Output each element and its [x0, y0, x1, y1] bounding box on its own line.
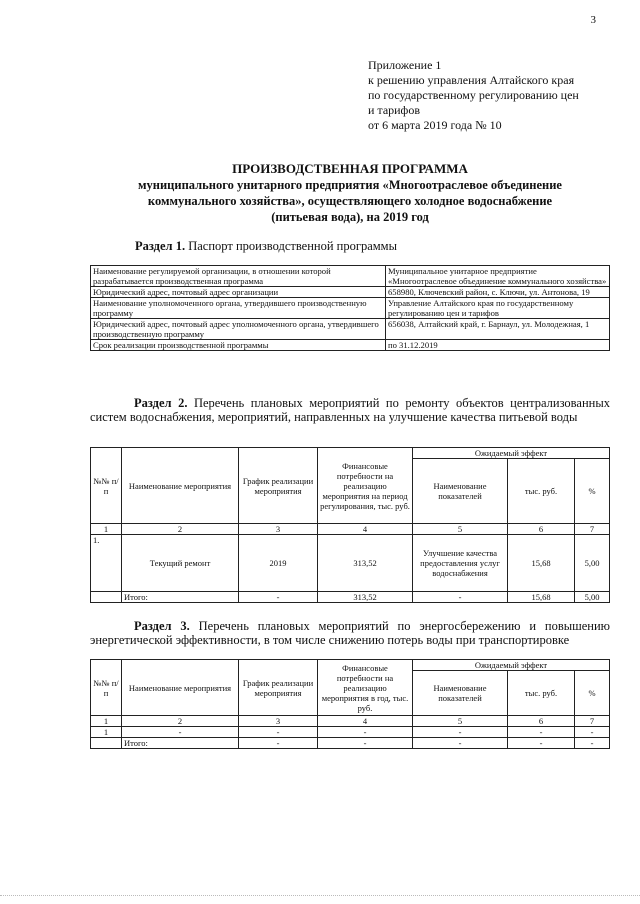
col-header-indicator: Наименование показателей	[413, 459, 508, 524]
row-num	[91, 592, 122, 603]
table-header-row	[91, 448, 610, 459]
total-indicator: -	[413, 592, 508, 603]
total-thousand: 15,68	[508, 592, 575, 603]
total-label: Итого:	[122, 738, 239, 749]
col-number: 4	[318, 524, 413, 535]
col-number: 7	[575, 524, 610, 535]
col-header-effect: Ожидаемый эффект	[413, 660, 610, 671]
row-thousand: 15,68	[508, 535, 575, 592]
passport-value: 658980, Ключевский район, с. Ключи, ул. Антонова, 19	[386, 287, 610, 298]
col-header-effect: Ожидаемый эффект	[413, 448, 610, 459]
section3-heading	[90, 619, 610, 647]
section3-text: Перечень плановых мероприятий по энергосбережению и повышению энергетической эффективности, в том числе снижению потерь воды при транспортировке	[90, 619, 611, 647]
passport-label: Наименование регулируемой организации, в отношении которой разрабатывается производственная программа	[91, 266, 386, 287]
passport-table	[90, 265, 610, 351]
appendix-line: от 6 марта 2019 года № 10	[368, 118, 502, 132]
table-row	[91, 727, 610, 738]
table-row	[91, 266, 610, 287]
passport-value: 656038, Алтайский край, г. Барнаул, ул. Молодежная, 1	[386, 319, 610, 340]
total-thousand: -	[508, 738, 575, 749]
row-finance: -	[318, 727, 413, 738]
section2-text: Перечень плановых мероприятий по ремонту объектов централизованных систем водоснабжения, мероприятий, направленных на улучшение качества питьевой воды	[90, 396, 610, 424]
row-num: 1	[91, 727, 122, 738]
total-row	[91, 738, 610, 749]
row-percent: 5,00	[575, 535, 610, 592]
passport-value: Управление Алтайского края по государственному регулированию цен и тарифов	[386, 298, 610, 319]
row-num: 1.	[91, 535, 122, 592]
section1-heading	[135, 239, 397, 254]
title-line: коммунального хозяйства», осуществляющего холодное водоснабжение	[147, 194, 553, 208]
row-indicator: Улучшение качества предоставления услуг водоснабжения	[413, 535, 508, 592]
section1-label: Раздел 1.	[135, 239, 186, 253]
table-row	[91, 716, 610, 727]
page-bottom-divider	[0, 895, 640, 896]
section3-table	[90, 659, 610, 749]
table-header-row	[91, 660, 610, 671]
row-finance: 313,52	[318, 535, 413, 592]
passport-label: Юридический адрес, почтовый адрес уполномоченного органа, утвердившего производственную программу	[91, 319, 386, 340]
passport-label: Наименование уполномоченного органа, утвердившего производственную программу	[91, 298, 386, 319]
passport-value: Муниципальное унитарное предприятие «Многоотраслевое объединение коммунального хозяйства»	[386, 266, 610, 287]
col-number: 4	[318, 716, 413, 727]
table-row	[91, 298, 610, 319]
total-schedule: -	[239, 592, 318, 603]
passport-label: Срок реализации производственной программы	[91, 340, 386, 351]
col-header-schedule: График реализации мероприятия	[239, 448, 318, 524]
row-num	[91, 738, 122, 749]
col-header-num: №№ п/п	[91, 448, 122, 524]
section2-heading	[90, 396, 610, 424]
table-row	[91, 340, 610, 351]
page-number: 3	[590, 14, 596, 26]
total-finance: -	[318, 738, 413, 749]
row-percent: -	[575, 727, 610, 738]
col-number: 3	[239, 524, 318, 535]
col-number: 2	[122, 716, 239, 727]
col-number: 1	[91, 524, 122, 535]
total-percent: 5,00	[575, 592, 610, 603]
col-header-percent: %	[575, 671, 610, 716]
title-line: муниципального унитарного предприятия «Многоотраслевое объединение	[138, 178, 562, 192]
title-line: (питьевая вода), на 2019 год	[271, 210, 429, 224]
row-name: Текущий ремонт	[122, 535, 239, 592]
total-schedule: -	[239, 738, 318, 749]
row-indicator: -	[413, 727, 508, 738]
row-name: -	[122, 727, 239, 738]
col-header-name: Наименование мероприятия	[122, 660, 239, 716]
total-percent: -	[575, 738, 610, 749]
col-number: 6	[508, 716, 575, 727]
col-number: 5	[413, 524, 508, 535]
col-header-thousand: тыс. руб.	[508, 459, 575, 524]
col-header-percent: %	[575, 459, 610, 524]
col-header-indicator: Наименование показателей	[413, 671, 508, 716]
section3-label: Раздел 3.	[134, 619, 190, 633]
appendix-line: Приложение 1	[368, 58, 442, 72]
col-number: 5	[413, 716, 508, 727]
table-row	[91, 524, 610, 535]
row-schedule: -	[239, 727, 318, 738]
col-number: 3	[239, 716, 318, 727]
row-thousand: -	[508, 727, 575, 738]
total-finance: 313,52	[318, 592, 413, 603]
appendix-block	[368, 58, 608, 133]
row-schedule: 2019	[239, 535, 318, 592]
total-label: Итого:	[122, 592, 239, 603]
passport-value: по 31.12.2019	[386, 340, 610, 351]
col-header-num: №№ п/п	[91, 660, 122, 716]
title-main: ПРОИЗВОДСТВЕННАЯ ПРОГРАММА	[232, 161, 468, 176]
document-title	[90, 161, 610, 225]
col-header-finance: Финансовые потребности на реализацию мероприятия в год, тыс. руб.	[318, 660, 413, 716]
col-header-finance: Финансовые потребности на реализацию мероприятия на период регулирования, тыс. руб.	[318, 448, 413, 524]
total-indicator: -	[413, 738, 508, 749]
section1-text: Паспорт производственной программы	[188, 239, 397, 253]
section2-table	[90, 447, 610, 603]
col-number: 7	[575, 716, 610, 727]
appendix-line: по государственному регулированию цен	[368, 88, 579, 102]
passport-label: Юридический адрес, почтовый адрес организации	[91, 287, 386, 298]
table-row	[91, 535, 610, 592]
total-row	[91, 592, 610, 603]
table-row	[91, 319, 610, 340]
col-number: 2	[122, 524, 239, 535]
appendix-line: и тарифов	[368, 103, 421, 117]
col-header-thousand: тыс. руб.	[508, 671, 575, 716]
appendix-line: к решению управления Алтайского края	[368, 73, 575, 87]
col-number: 1	[91, 716, 122, 727]
col-number: 6	[508, 524, 575, 535]
col-header-name: Наименование мероприятия	[122, 448, 239, 524]
col-header-schedule: График реализации мероприятия	[239, 660, 318, 716]
table-row	[91, 287, 610, 298]
section2-label: Раздел 2.	[134, 396, 188, 410]
